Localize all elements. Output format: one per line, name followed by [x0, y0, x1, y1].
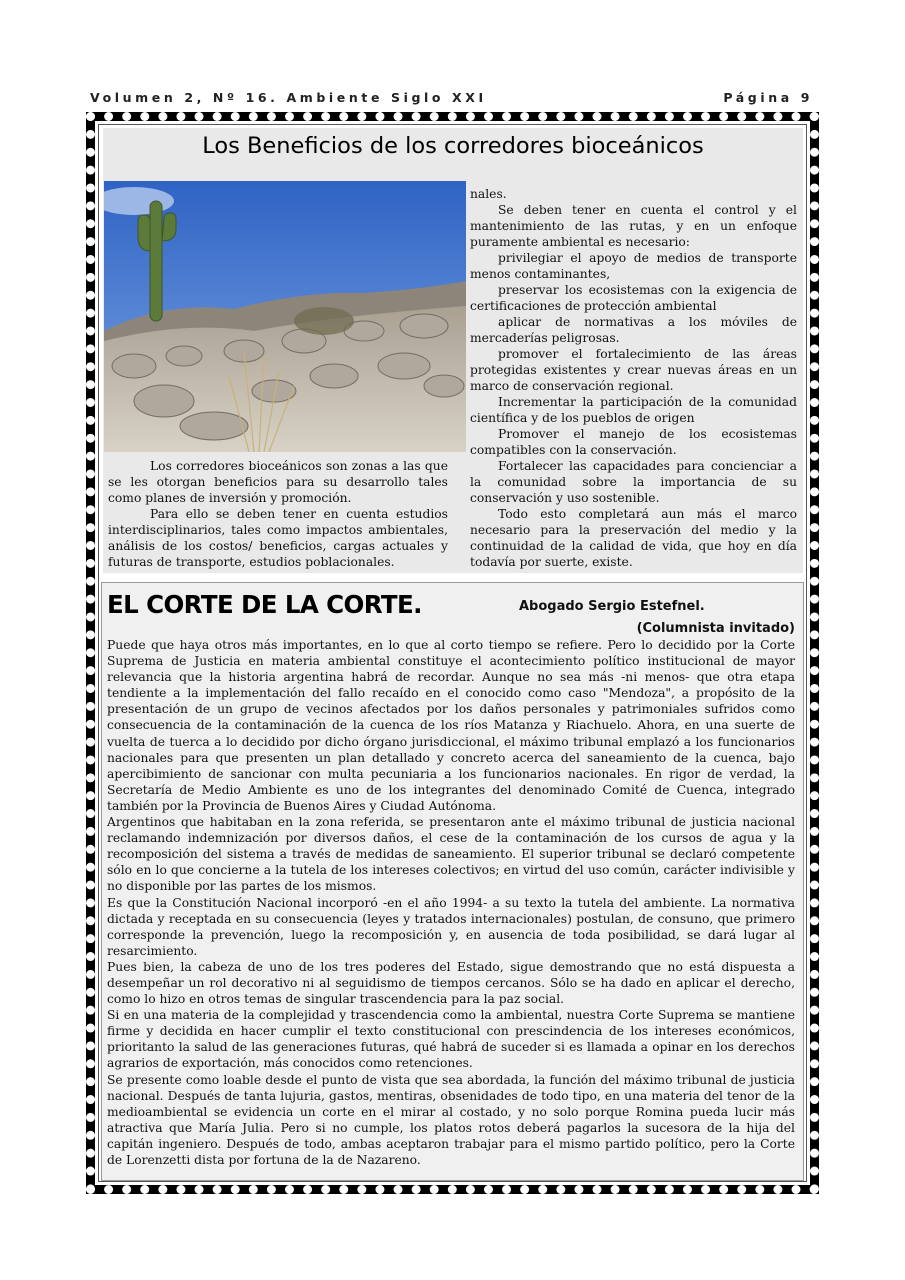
- paragraph: Argentinos que habitaban en la zona referida, se presentaron ante el máximo tribunal de justicia nacional reclamando indemnización por diversos daños, el cese de la contaminación de los cursos de agua y la recomposición del sistema a través de medidas de saneamiento. El superior tribunal se declaró competente sólo en lo que concierne a la tutela de los intereses colectivos; en virtud del uso común, carácter indivisible y no disponible por las partes de los mismos.: [107, 815, 795, 894]
- list-item: Incrementar la participación de la comunidad científica y de los pueblos de origen: [470, 395, 797, 425]
- article-1-column-2: [470, 186, 797, 570]
- article-2-role: (Columnista invitado): [636, 621, 795, 636]
- issue-label: Volumen 2, Nº 16. Ambiente Siglo XXI: [90, 90, 487, 105]
- paragraph: Si en una materia de la complejidad y trascendencia como la ambiental, nuestra Corte Suprema se mantiene firme y decidida en hacer cumplir el texto constitucional con prescindencia de los intereses económicos, prioritanto la salud de las generaciones futuras, qué habrá de suceder si es llamada a opinar en los derechos agrarios de exportación, más conocidos como retenciones.: [107, 1008, 795, 1071]
- paragraph: Se presente como loable desde el punto de vista que sea abordada, la función del máximo tribunal de justicia nacional. Después de tanta lujuria, gastos, mentiras, obsenidades de todo tipo, en una materia del tenor de la medioambiental se evidencia un corte en el mirar al costado, y no solo porque Romina pueda lucir más atractiva que María Julia. Pero si no cumple, los platos rotos deberá pagarlos la sucesora de la hija del capitán ingeniero. Después de todo, ambas aceptaron trabajar para el mismo partido político, pero la Corte de Lorenzetti dista por fortuna de la de Nazareno.: [107, 1072, 795, 1167]
- page-header: [90, 90, 813, 106]
- list-item: aplicar de normativas a los móviles de mercaderías peligrosas.: [470, 315, 797, 345]
- cactus-landscape-photo: [104, 181, 466, 452]
- list-item: Promover el manejo de los ecosistemas compatibles con la conservación.: [470, 427, 797, 457]
- paragraph: Los corredores bioceánicos son zonas a las que se les otorgan beneficios para su desarrollo tales como planes de inversión y promoción.: [108, 459, 448, 505]
- article-2-author: Abogado Sergio Estefnel.: [519, 599, 705, 614]
- article-2-body: [107, 637, 795, 1168]
- paragraph: Es que la Constitución Nacional incorporó -en el año 1994- a su texto la tutela del ambiente. La normativa dictada y receptada en su consecuencia (leyes y tratados internacionales) postulan, de consuno, que primero corresponde la prevención, luego la recomposición y, en ausencia de toda posibilidad, se dará lugar al resarcimiento.: [107, 895, 795, 958]
- paragraph: Todo esto completará aun más el marco necesario para la preservación del medio y la continuidad de la calidad de vida, que hoy en día todavía por suerte, existe.: [470, 507, 797, 569]
- paragraph: Para ello se deben tener en cuenta estudios interdisciplinarios, tales como impactos ambientales, análisis de los costos/ beneficios, cargas actuales y futuras de transporte, estudios poblacionales.: [108, 507, 448, 569]
- article-1-column-1: [108, 458, 448, 570]
- paragraph: Se deben tener en cuenta el control y el mantenimiento de las rutas, y en un enfoque puramente ambiental es necesario:: [470, 203, 797, 249]
- list-item: privilegiar el apoyo de medios de transporte menos contaminantes,: [470, 251, 797, 281]
- page-number: Página 9: [723, 90, 813, 105]
- paragraph: nales.: [470, 187, 507, 201]
- paragraph: Pues bien, la cabeza de uno de los tres poderes del Estado, sigue demostrando que no está dispuesta a desempeñar un rol decorativo ni al seguidismo de tiempos cercanos. Sólo se ha dado en aplicar el derecho, como lo hizo en otros temas de singular trascendencia para la paz social.: [107, 959, 795, 1007]
- paragraph: Puede que haya otros más importantes, en lo que al corto tiempo se refiere. Pero lo decidido por la Corte Suprema de Justicia en materia ambiental constituye el acontecimiento político institucional de mayor relevancia que la historia argentina habrá de recordar. Aunque no sea más -ni menos- que otra etapa tendiente a la implementación del fallo recaído en el conocido como caso "Mendoza", a propósito de la presentación de un grupo de vecinos afectados por los daños personales y patrimoniales sufridos como consecuencia de la contaminación de la cuenca de los ríos Matanza y Riachuelo. Ahora, en una suerte de vuelta de tuerca a lo decidido por dicho órgano jurisdiccional, el máximo tribunal emplazó a los funcionarios nacionales para que presenten un plan detallado y concreto acerca del saneamiento de la cuenca, bajo apercibimiento de sancionar con multa pecuniaria a los funcionarios nacionales. En rigor de verdad, la Secretaría de Medio Ambiente es uno de los integrantes del denominado Comité de Cuenca, integrado también por la Provincia de Buenos Aires y Ciudad Autónoma.: [107, 638, 795, 813]
- article-1-title: Los Beneficios de los corredores bioceánicos: [202, 133, 704, 159]
- list-item: preservar los ecosistemas con la exigencia de certificaciones de protección ambiental: [470, 283, 797, 313]
- list-item: promover el fortalecimiento de las áreas protegidas existentes y crear nuevas áreas en un marco de conservación regional.: [470, 347, 797, 393]
- article-2-title: EL CORTE DE LA CORTE.: [107, 590, 422, 619]
- list-item: Fortalecer las capacidades para concienciar a la comunidad sobre la importancia de su conservación y uso sostenible.: [470, 459, 797, 505]
